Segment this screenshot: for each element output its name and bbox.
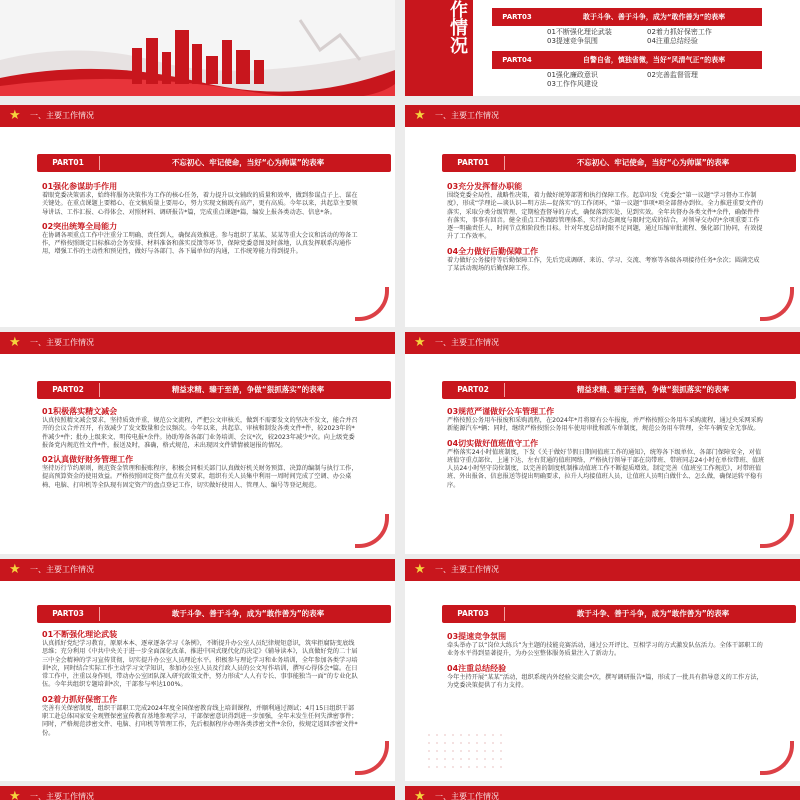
star-icon: ★ <box>414 789 426 800</box>
overview-item: 01强化廉政意识 <box>547 71 598 79</box>
section-header-bar <box>405 105 800 127</box>
block-heading: 02突出统筹全局能力 <box>42 221 118 231</box>
content-block <box>447 181 765 277</box>
part-tag: PART03 <box>457 609 489 618</box>
section-header: 一、主要工作情况 <box>435 792 499 800</box>
overview-row-part04 <box>492 51 762 69</box>
section-header-bar <box>405 559 800 581</box>
part-banner <box>442 381 796 399</box>
block-text: 完善有关保密制度，组织干部职工完成2024年度全国保密教育线上培训课程，并顺利通过测试；4月15日组织干部职工赴总体国家安全观暨保密宣传教育基地参观学习，干部保密意识得到进一步加强，全年未发生任何失泄密事件；同时，严格规范涉密文件、电脑、打印机等管理工作，先后根据程序办理各类涉密文件*余份，按规定返回涉密文件*份。 <box>42 704 358 737</box>
part-banner <box>442 154 796 172</box>
block-text: 在协调各项重点工作中注重分工明确、责任到人，确保高效推进。参与组织了某某、某某等重大会议和活动的筹备工作，严格按照既定目标推动会务安排、材料准备和落实反馈等环节，保障党委意图及时落地，认真发挥联系沟通作用，增强工作的主动性和预见性，做好与各部门、各下属单位的沟通，工作统筹能力得到提升。 <box>42 231 358 256</box>
corner-decoration <box>760 514 794 548</box>
star-icon: ★ <box>414 335 426 350</box>
corner-decoration <box>760 741 794 775</box>
star-icon: ★ <box>9 789 21 800</box>
content-block <box>447 631 765 694</box>
section-header-bar <box>0 786 395 800</box>
block-heading: 04切实做好值班值守工作 <box>447 438 539 448</box>
slide-part03-b <box>405 559 800 781</box>
block-text: 着眼党委决策需求，始终将服务决策作为工作的核心任务，着力提升以文辅政的质量和效率，做到参谋点子上、谋在关键处。在重点课题上要精心、在文稿质量上要用心，努力实现文稿既有高产，更有高质。今年以来，共起草主要领导讲话、工作汇报、心得体会、对照材料、调研报告*篇，完成重点课题*篇，编发上报各类动态、信息*条。 <box>42 192 358 216</box>
block-heading: 01不断强化理论武装 <box>42 630 118 639</box>
block-heading: 03规范严谨做好公车管理工作 <box>447 407 555 416</box>
part-title: 精益求精、臻于至善，争做“狠抓落实”的表率 <box>171 385 325 394</box>
block-heading: 02认真做好财务管理工作 <box>42 455 134 465</box>
section-header-bar <box>405 332 800 354</box>
section-header: 一、主要工作情况 <box>30 338 94 347</box>
block-heading: 03充分发挥督办职能 <box>447 182 523 191</box>
block-heading: 03提速竞争氛围 <box>447 632 507 641</box>
corner-decoration <box>760 287 794 321</box>
overview-tag: PART04 <box>502 56 532 64</box>
part-title: 敢于斗争、善于斗争，成为“敢作善为”的表率 <box>171 609 325 618</box>
block-text: 严格落实24小时值班制度，下发《关于做好节假日期间值班工作的通知》，统筹各下级单位、各部门保障安全，对值班值守重点部位、上通下达、左右贯通的值班网络，严格执行领导干部在岗带班、带班同志24小时在单位带班、值班人员24小时坚守岗位制度，以完善的制度机制推动值班工作不断提质增效。制定完善《值班室工作规范》，对带班值班、外出报备、信息报送等提出明确要求，拉升人均接值班人员，让值班人员明白做什么、怎么做，确保运转平稳有序。 <box>447 448 765 489</box>
section-header: 一、主要工作情况 <box>435 565 499 574</box>
overview-item: 01不断强化理论武装 <box>547 28 612 36</box>
block-text: 认真按照精文减会要求，坚持质效并重，规范公文流程，严把公文审核关，做到不需要发文的坚决不发文，能合并召开的会议合并召开，有效减少了发文数量和会议频次。今年以来，共起草、审核和制发各类文件*件，较2023年的*件减少*件；批办上级来文、明传电报*余件。协助筹备各部门业务培训、会议*次，较2023年减少*次。向上级党委报备党内规范性文件*件，报送及时，准确，格式规范，未出现因文件错情被退报的情况。 <box>42 417 358 449</box>
overview-item: 03工作作风建设 <box>547 80 598 88</box>
overview-items-part04 <box>547 71 767 89</box>
slide-part02-b <box>405 332 800 554</box>
block-heading: 02着力抓好保密工作 <box>42 694 118 704</box>
section-header: 一、主要工作情况 <box>435 338 499 347</box>
overview-item: 03提速竞争氛围 <box>547 37 598 45</box>
content-block <box>42 629 360 742</box>
section-header: 一、主要工作情况 <box>30 111 94 120</box>
star-icon: ★ <box>9 335 21 350</box>
content-block <box>42 406 360 494</box>
section-header-bar <box>405 786 800 800</box>
overview-item: 02着力抓好保密工作 <box>647 28 712 36</box>
content-block <box>42 181 360 261</box>
block-text: 围绕党委全局性、战略性决策，着力做好统筹部署和执行保障工作。起草印发《党委会“第一议题”学习督办工作制度》，形成“学理论—谈认识—明方法—促落实”的工作闭环，“第一议题”事项*项全部督办到位。全力推进重要文件的落实，采取分类分级管理、定期检查督导的方式，确保落到实处、见到实效。全年共督办各类文件*余件，确保件件有落实，事事有回音。健全重点工作跟踪管理体系，实行动态调度与限时完成的结合，对领导交办的*余项重要工作逐一明确责任人、时间节点和阶段性目标。针对年度总结时限不足问题，通过压缩审批流程、强化部门协同，有效提升了工作效率。 <box>447 192 764 241</box>
section-header-bar <box>0 559 395 581</box>
vertical-title: 作情况 <box>447 0 468 54</box>
part-banner <box>37 381 391 399</box>
overview-tag: PART03 <box>502 13 532 21</box>
section-header-bar <box>0 332 395 354</box>
part-title: 敢于斗争、善于斗争，成为“敢作善为”的表率 <box>576 609 730 618</box>
part-title: 不忘初心、牢记使命，当好“心为帅谋”的表率 <box>171 158 325 167</box>
slide-part01-b <box>405 105 800 327</box>
part-title: 精益求精、臻于至善，争做“狠抓落实”的表率 <box>576 385 730 394</box>
slide-cover-fragment <box>0 0 395 96</box>
overview-items-part03 <box>547 28 767 46</box>
corner-decoration <box>355 514 389 548</box>
star-icon: ★ <box>9 562 21 577</box>
part-tag: PART01 <box>52 158 84 167</box>
overview-title: 自警自省，慎独省微，当好“风清气正”的表率 <box>582 56 726 64</box>
overview-title: 敢于斗争、善于斗争，成为“敢作善为”的表率 <box>582 13 726 21</box>
part-title: 不忘初心、牢记使命，当好“心为帅谋”的表率 <box>576 158 730 167</box>
part-banner <box>37 605 391 623</box>
block-heading: 01强化参谋助手作用 <box>42 182 118 191</box>
slide-part02-a <box>0 332 395 554</box>
section-header-bar <box>0 105 395 127</box>
block-text: 今年主持开展“某某”活动，组织系统内外经验交流会*次，撰写调研报告*篇，形成了一批具有指导意义的工作方法，为党委决策提供了有力支持。 <box>447 673 763 689</box>
slide-bottom-right-fragment <box>405 786 800 800</box>
overview-item: 02完善监督管理 <box>647 71 698 79</box>
part-banner <box>37 154 391 172</box>
star-icon: ★ <box>414 108 426 123</box>
block-text: 着力做好公务接待等后勤保障工作，先后完成调研、来访、学习、交流、考察等各级各项接待任务*余次；圆满完成了某活动现场的后勤保障工作。 <box>447 256 760 273</box>
slide-part03-a <box>0 559 395 781</box>
star-icon: ★ <box>414 562 426 577</box>
block-heading: 04全力做好后勤保障工作 <box>447 246 539 256</box>
part-tag: PART01 <box>457 158 489 167</box>
part-tag: PART02 <box>52 385 84 394</box>
part-tag: PART03 <box>52 609 84 618</box>
slide-bottom-left-fragment <box>0 786 395 800</box>
overview-item: 04注重总结经验 <box>647 37 698 45</box>
content-block <box>447 406 765 494</box>
block-text: 严格按照公务用车报废和采购流程，在2024年*月将原有公车报废，并严格按照公务用车采购流程，通过央采网采购新能源汽车*辆；同时，继续严格按照公务用车使用审批和派车单制度，规范公务用车管理，全年车辆安全无事故。 <box>447 417 763 433</box>
dot-pattern-decoration <box>425 731 505 771</box>
star-icon: ★ <box>9 108 21 123</box>
section-header: 一、主要工作情况 <box>435 111 499 120</box>
overview-row-part03 <box>492 8 762 26</box>
block-heading: 04注重总结经验 <box>447 663 507 673</box>
corner-decoration <box>355 287 389 321</box>
corner-decoration <box>355 741 389 775</box>
city-skyline-graphic <box>0 0 395 96</box>
block-text: 坚持厉行节约原则，规范资金管理和报账程序，积极会同相关部门认真做好机关财务预算、决算的编制与执行工作，提高预算资金的使用效益。严格按照固定资产盘点有关要求，组织有关人员集中利用一周时间完成了空调、办公桌椅、电脑、打印机等全队现有固定资产的盘点登记工作，切实做好使用人、管理人、编号等登记规范。 <box>42 465 358 489</box>
block-text: 认真抓好党纪学习教育，原原本本、逐章逐条学习《条例》，不断提升办公室人员纪律规矩意识，筑牢拒腐防变底线思维；充分利用《中共中央关于进一步全面深化改革、推进中国式现代化的决定》《辅导读本》，认真做好党的二十届三中全会精神的学习宣传贯彻，切实提升办公室人员理论水平。积极参与理论学习和业务培训，全年参加各类学习培训*次，同时结合实际工作主动学习文学知识，参加办公室人员及行政人员的公文写作培训，撰写心得体会*篇。在日常工作中，注重以身作则，带动办公室团队深入研究政策文件，努力形成“人人有专长、事事能独当一面”的专业化队伍。今年共组织专题培训*次，干部参与率达100%。 <box>42 640 358 689</box>
slide-part01-a <box>0 105 395 327</box>
section-header: 一、主要工作情况 <box>30 792 94 800</box>
section-header: 一、主要工作情况 <box>30 565 94 574</box>
part-tag: PART02 <box>457 385 489 394</box>
block-heading: 01积极落实精文减会 <box>42 407 118 416</box>
slide-overview-fragment <box>405 0 800 96</box>
block-text: 牵头举办了以“岗位大练兵”为主题的技能竞赛活动，通过公开评比、互相学习的方式激发队伍活力。全体干部职工的业务水平得到显著提升，为办公室整体服务质量注入了新动力。 <box>447 642 763 658</box>
part-banner <box>442 605 796 623</box>
